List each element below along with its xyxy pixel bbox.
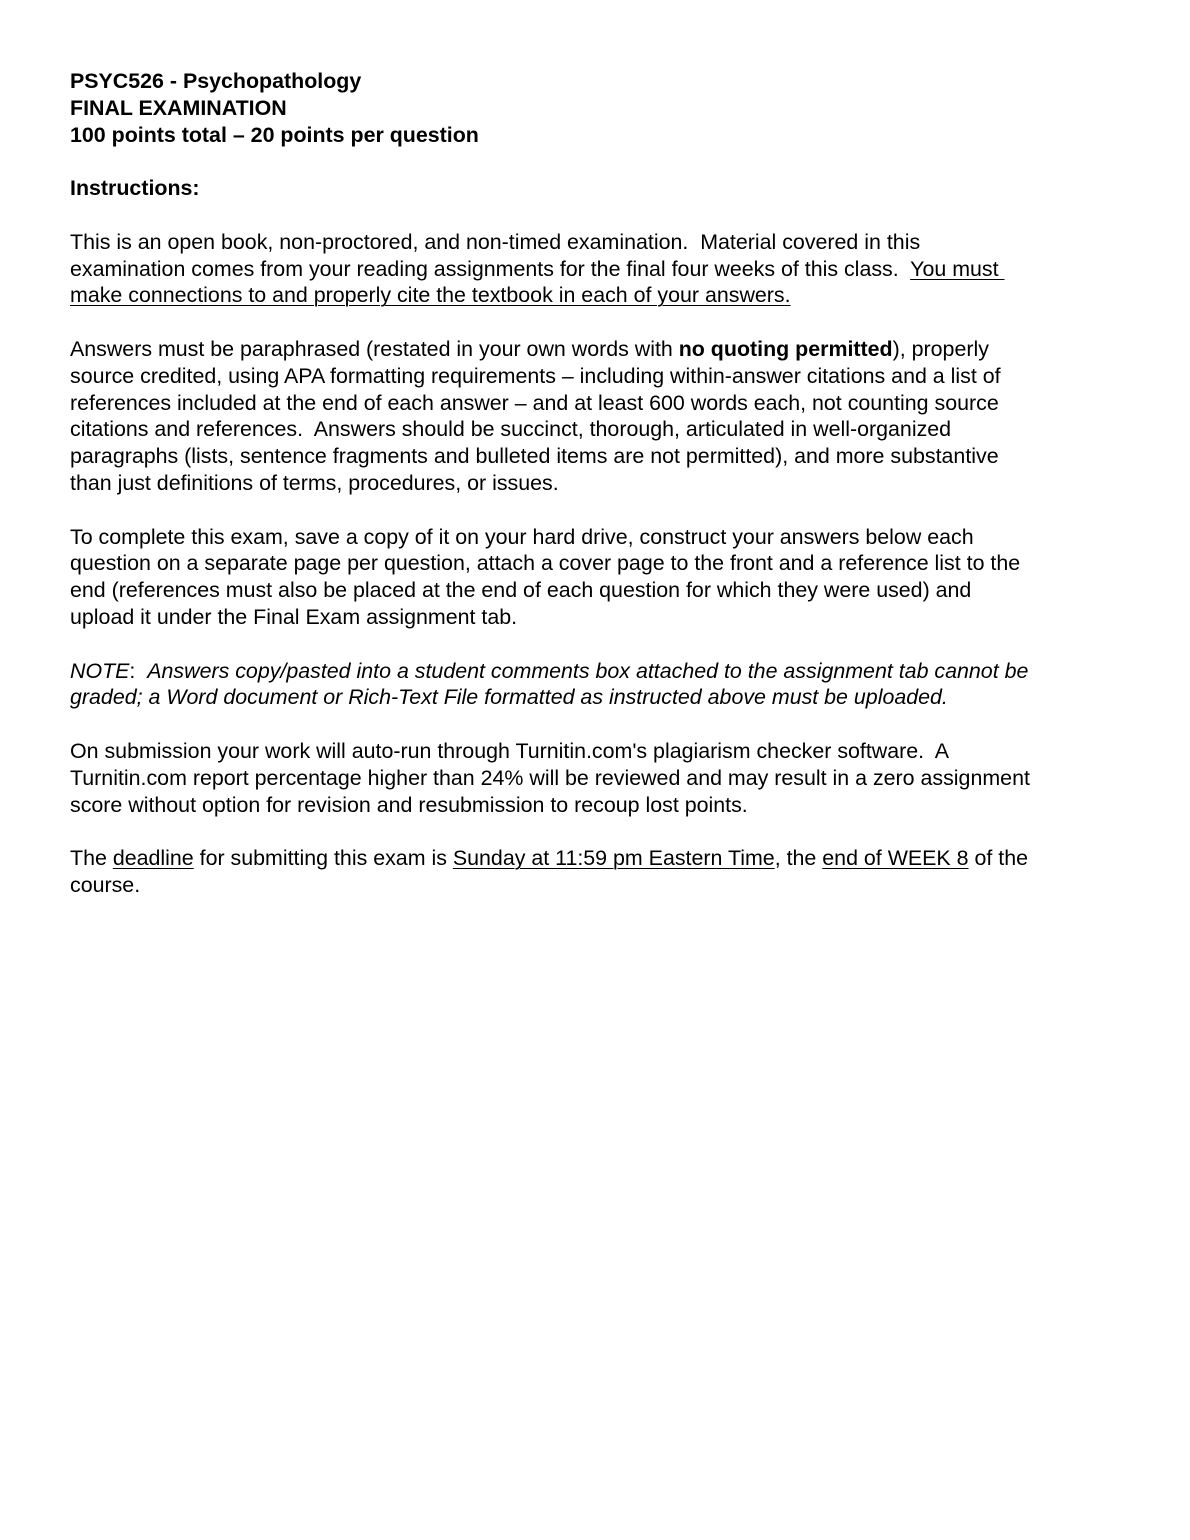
underlined-text: deadline	[112, 846, 194, 871]
paragraph-line	[70, 336, 1130, 363]
course-title: PSYC526 - Psychopathology	[70, 69, 362, 93]
text-run: of the	[968, 846, 1028, 871]
paragraph-line	[70, 256, 1130, 283]
document-page	[70, 68, 1130, 926]
paragraph-line: upload it under the Final Exam assignment tab.	[70, 604, 518, 629]
paragraph-line: Turnitin.com report percentage higher than 24% will be reviewed and may result in a zero assignment	[70, 765, 1030, 790]
paragraph-line: source credited, using APA formatting requirements – including within-answer citations and a list of	[70, 363, 1001, 388]
text-run: for submitting this exam is	[193, 846, 453, 871]
underlined-text: Sunday at 11:59 pm Eastern Time	[452, 846, 775, 871]
points-summary: 100 points total – 20 points per question	[70, 122, 479, 147]
text-run: Answers copy/pasted into a student comments box attached to the assignment tab cannot be	[147, 658, 1029, 683]
paragraph-turnitin	[70, 738, 1130, 818]
paragraph-submission-steps	[70, 524, 1130, 631]
paragraph-line: graded; a Word document or Rich-Text File formatted as instructed above must be uploaded.	[70, 685, 948, 710]
paragraph-line: question on a separate page per question, attach a cover page to the front and a reference list to the	[70, 551, 1021, 576]
paragraph-paraphrase-rules	[70, 336, 1130, 497]
paragraph-line: citations and references. Answers should be succinct, thorough, articulated in well-organized	[70, 417, 952, 442]
text-run: The	[70, 846, 113, 871]
exam-header	[70, 68, 1130, 148]
paragraph-line: This is an open book, non-proctored, and non-timed examination. Material covered in this	[70, 229, 921, 254]
paragraph-line: references included at the end of each answer – and at least 600 words each, not counting source	[70, 390, 999, 415]
exam-title: FINAL EXAMINATION	[70, 95, 287, 120]
text-run: , the	[774, 846, 823, 871]
paragraph-line	[70, 282, 1130, 309]
paragraph-line: score without option for revision and resubmission to recoup lost points.	[70, 792, 748, 817]
text-run: Answers must be paraphrased (restated in your own words with	[70, 336, 679, 361]
paragraph-line: To complete this exam, save a copy of it on your hard drive, construct your answers below each	[70, 524, 974, 549]
paragraph-line: course.	[70, 872, 141, 897]
paragraph-line	[70, 658, 1130, 685]
instructions-heading: Instructions:	[70, 176, 200, 201]
paragraph-line: end (references must also be placed at the end of each question for which they were used) and	[70, 578, 972, 603]
underlined-text: You must	[910, 256, 1005, 281]
underlined-text: end of WEEK 8	[822, 846, 969, 871]
note-label: NOTE	[70, 658, 130, 683]
text-run: ), properly	[892, 336, 989, 361]
paragraph-line: On submission your work will auto-run through Turnitin.com's plagiarism checker software. A	[70, 738, 950, 763]
bold-text: no quoting permitted	[678, 336, 893, 361]
paragraph-line: than just definitions of terms, procedures, or issues.	[70, 470, 559, 495]
underlined-text: make connections to and properly cite the textbook in each of your answers.	[70, 283, 791, 308]
paragraph-line: paragraphs (lists, sentence fragments and bulleted items are not permitted), and more substantive	[70, 444, 999, 469]
paragraph-line	[70, 845, 1130, 872]
paragraph-note	[70, 658, 1130, 712]
text-run: examination comes from your reading assignments for the final four weeks of this class.	[70, 256, 911, 281]
text-run: :	[129, 658, 148, 683]
paragraph-open-book	[70, 229, 1130, 309]
paragraph-deadline	[70, 845, 1130, 899]
